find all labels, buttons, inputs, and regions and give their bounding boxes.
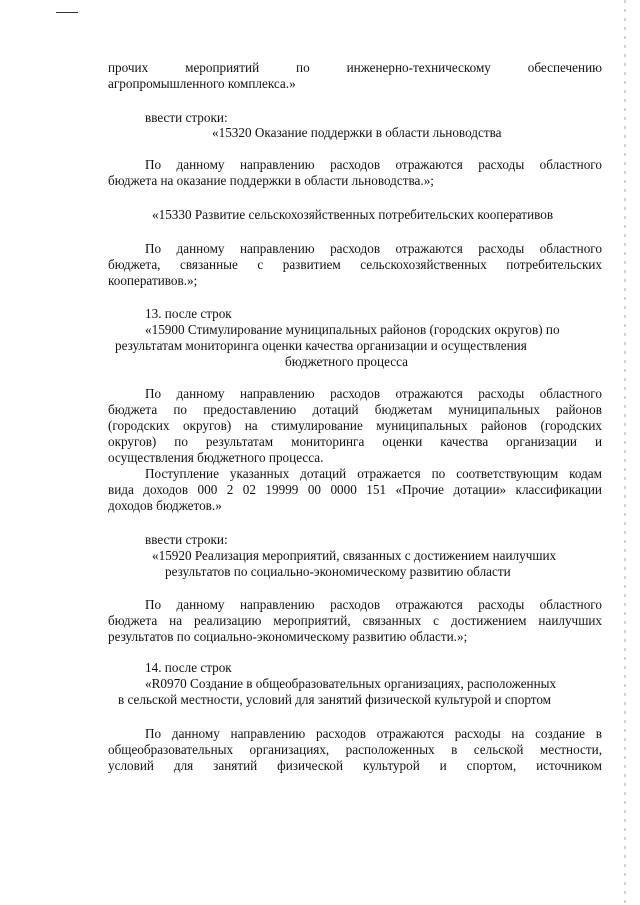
text-line: кооперативов.»; [108, 273, 198, 288]
text-line: «R0970 Создание в общеобразовательных организациях, расположенных [145, 676, 557, 691]
text-line: «15900 Стимулирование муниципальных районов (городских округов) по [145, 322, 560, 337]
text-line: в сельской местности, условий для занятий физической культурой и спортом [118, 692, 552, 707]
text-line: прочих мероприятий по инженерно-техническому обеспечению [108, 60, 602, 75]
text-line: бюджета по предоставлению дотаций бюджетам муниципальных районов [108, 402, 602, 417]
text-line: ввести строки: [145, 110, 228, 125]
text-line: «15320 Оказание поддержки в области льноводства [212, 125, 502, 140]
text-line: условий для занятий физической культурой и спортом, источником [108, 758, 602, 773]
text-line: результатов по социально-экономическому развитию области.»; [108, 629, 468, 644]
text-line: 13. после строк [145, 306, 232, 321]
text-line: бюджетного процесса [285, 354, 408, 369]
text-line: бюджета на реализацию мероприятий, связанных с достижением наилучших [108, 613, 602, 628]
text-line: По данному направлению расходов отражаются расходы областного [145, 157, 602, 172]
text-line: По данному направлению расходов отражаются расходы на создание в [145, 726, 602, 741]
text-line: результатам мониторинга оценки качества организации и осуществления [115, 338, 527, 353]
text-line: бюджета на оказание поддержки в области льноводства.»; [108, 173, 434, 188]
text-line: осуществления бюджетного процесса. [108, 450, 324, 465]
text-line: результатов по социально-экономическому развитию области [165, 564, 511, 579]
text-line: «15330 Развитие сельскохозяйственных потребительских кооперативов [152, 207, 554, 222]
text-line: По данному направлению расходов отражаются расходы областного [145, 386, 602, 401]
text-line: бюджета, связанные с развитием сельскохозяйственных потребительских [108, 257, 602, 272]
text-line: По данному направлению расходов отражаются расходы областного [145, 597, 602, 612]
text-line: агропромышленного комплекса.» [108, 76, 296, 91]
text-line: округов) по результатам мониторинга оценки качества организации и [108, 434, 602, 449]
text-line: общеобразовательных организациях, расположенных в сельской местности, [108, 742, 602, 757]
scan-mark [56, 12, 78, 13]
text-line: вида доходов 000 2 02 19999 00 0000 151 «Прочие дотации» классификации [108, 482, 602, 497]
text-line: доходов бюджетов.» [108, 498, 222, 513]
text-line: 14. после строк [145, 660, 232, 675]
text-line: (городских округов) на стимулирование муниципальных районов (городских [108, 418, 602, 433]
text-line: ввести строки: [145, 532, 228, 547]
text-line: Поступление указанных дотаций отражается по соответствующим кодам [145, 466, 602, 481]
text-line: «15920 Реализация мероприятий, связанных с достижением наилучших [152, 548, 557, 563]
text-line: По данному направлению расходов отражаются расходы областного [145, 241, 602, 256]
